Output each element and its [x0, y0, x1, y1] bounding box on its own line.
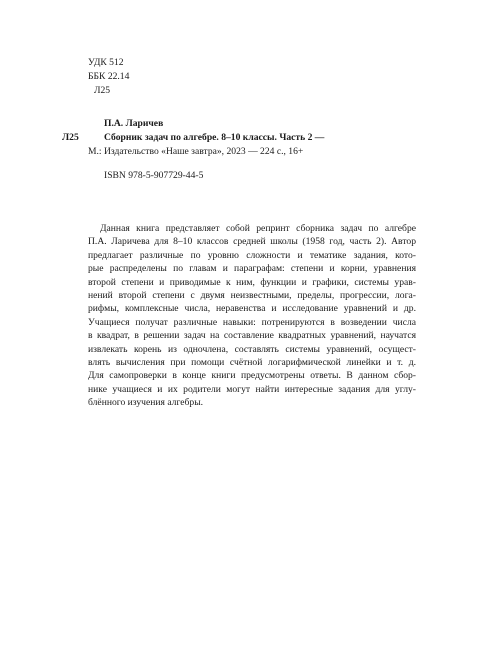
author-mark: Л25	[62, 132, 79, 143]
annotation-line: рифмы, комплексные числа, неравенства и исследование уравнений и др.	[88, 303, 416, 315]
annotation-line: в квадрат, в решении задач на составление квадратных уравнений, научатся	[88, 330, 416, 342]
annotation-line: Для самопроверки в конце книги предусмотрены ответы. В данном сбор-	[88, 370, 416, 382]
annotation-line: блённого изучения алгебры.	[88, 397, 204, 409]
annotation-line: нике учащиеся и их родители могут найти интересные задания для углу-	[88, 383, 416, 395]
annotation-line: влять вычисления при помощи счётной логарифмической линейки и т. д.	[88, 357, 416, 369]
classification-block	[88, 56, 129, 98]
annotation-line: второй степени и приводимые к ним, функции и графики, системы урав-	[88, 276, 416, 288]
book-title: Сборник задач по алгебре. 8–10 классы. Часть 2 —	[104, 132, 325, 143]
udk-code: УДК 512	[88, 57, 124, 68]
annotation-line: Данная книга представляет собой репринт сборника задач по алгебре	[100, 223, 416, 234]
publisher-imprint: М.: Издательство «Наше завтра», 2023 — 224 с., 16+	[88, 146, 304, 157]
bbk-code: ББК 22.14	[88, 71, 130, 82]
annotation-text	[88, 222, 416, 410]
bibliographic-record	[62, 117, 402, 183]
annotation-line: Учащиеся получат различные навыки: потренируются в возведении числа	[88, 316, 416, 328]
isbn: ISBN 978-5-907729-44-5	[104, 170, 204, 181]
annotation-line: рые распределены по главам и параграфам: степени и корни, уравнения	[88, 263, 416, 275]
annotation-line: предлагает различные по уровню сложности и тематике задания, кото-	[88, 249, 416, 261]
author-name: П.А. Ларичев	[104, 118, 164, 129]
annotation-line: нений второй степени с двумя неизвестными, пределы, прогрессии, лога-	[88, 290, 416, 302]
annotation-line: извлекать корень из одночлена, составлять системы уравнений, осущест-	[88, 343, 416, 355]
annotation-line: П.А. Ларичева для 8–10 классов средней школы (1958 год, часть 2). Автор	[88, 236, 416, 248]
cutter-code: Л25	[94, 85, 111, 96]
